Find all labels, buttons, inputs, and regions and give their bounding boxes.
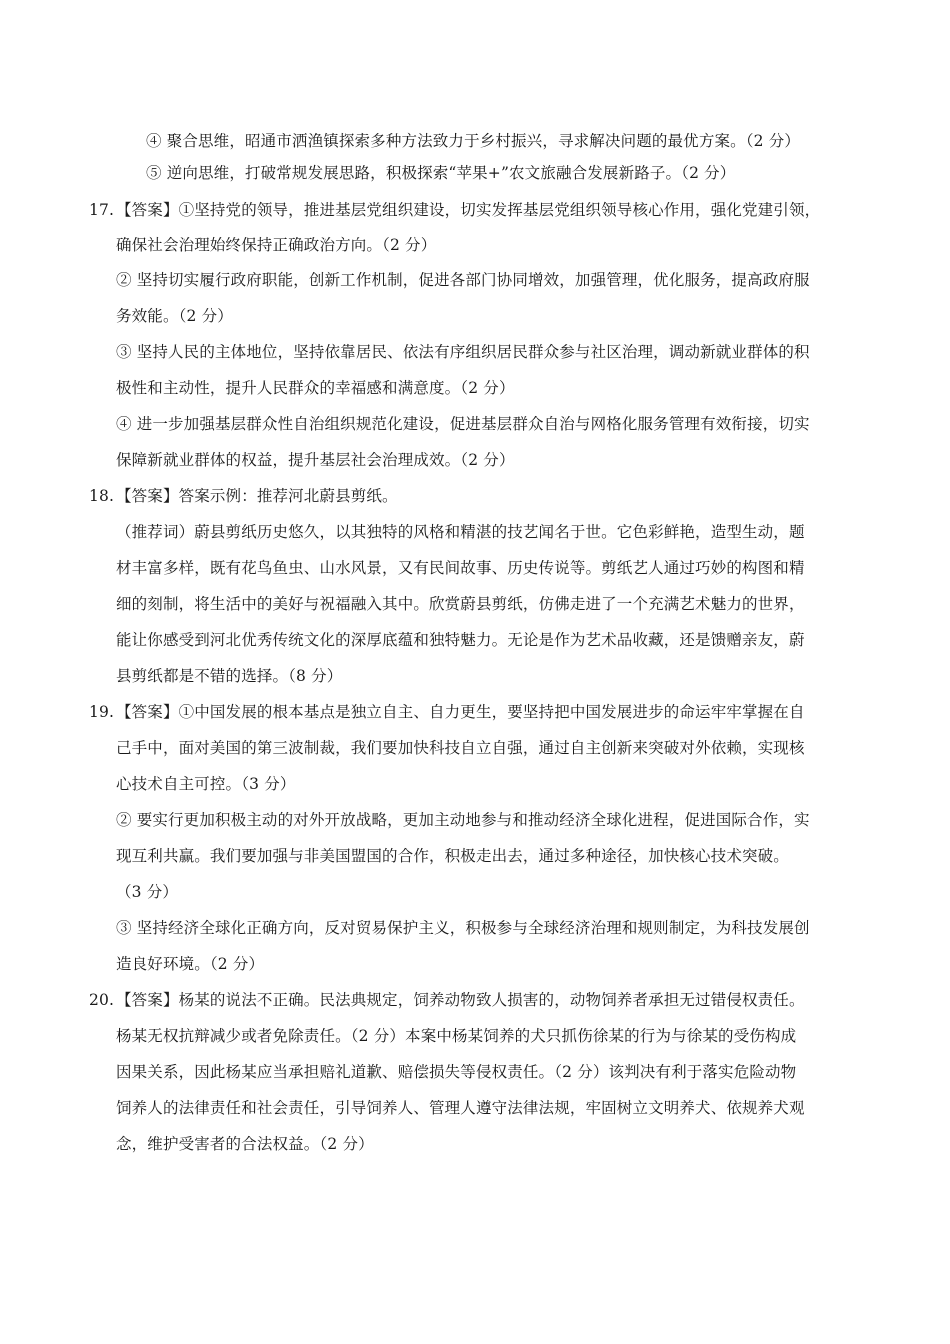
q20-number: 20. bbox=[89, 991, 115, 1009]
q19-line-1: 【答案】①中国发展的根本基点是独立自主、自力更生，要坚持把中国发展进步的命运牢牢掌握在自 bbox=[116, 703, 805, 721]
q18-line-5: 能让你感受到河北优秀传统文化的深厚底蕴和独特魅力。无论是作为艺术品收藏，还是馈赠亲友，蔚 bbox=[116, 631, 805, 649]
q17-number: 17. bbox=[89, 201, 115, 219]
q16-item-4: ④ 聚合思维，昭通市洒渔镇探索多种方法致力于乡村振兴，寻求解决问题的最优方案。（2 分） bbox=[146, 132, 801, 150]
q18-line-6: 县剪纸都是不错的选择。（8 分） bbox=[116, 667, 343, 685]
q19-line-7: ③ 坚持经济全球化正确方向，反对贸易保护主义，积极参与全球经济治理和规则制定，为科技发展创 bbox=[116, 919, 810, 937]
q18-line-3: 材丰富多样，既有花鸟鱼虫、山水风景，又有民间故事、历史传说等。剪纸艺人通过巧妙的构图和精 bbox=[116, 559, 805, 577]
q19-line-4: ② 要实行更加积极主动的对外开放战略，更加主动地参与和推动经济全球化进程，促进国际合作，实 bbox=[116, 811, 810, 829]
q18-line-1: 【答案】答案示例：推荐河北蔚县剪纸。 bbox=[116, 487, 398, 505]
q19-line-8: 造良好环境。（2 分） bbox=[116, 955, 265, 973]
q20-line-2: 杨某无权抗辩减少或者免除责任。（2 分）本案中杨某饲养的犬只抓伤徐某的行为与徐某的受伤构成 bbox=[116, 1027, 797, 1045]
q17-line-3: ② 坚持切实履行政府职能，创新工作机制，促进各部门协同增效，加强管理，优化服务，提高政府服 bbox=[116, 271, 810, 289]
q20-line-3: 因果关系，因此杨某应当承担赔礼道歉、赔偿损失等侵权责任。（2 分）该判决有利于落实危险动物 bbox=[116, 1063, 797, 1081]
q17-line-8: 保障新就业群体的权益，提升基层社会治理成效。（2 分） bbox=[116, 451, 515, 469]
q18-line-4: 细的刻制，将生活中的美好与祝福融入其中。欣赏蔚县剪纸，仿佛走进了一个充满艺术魅力的世界， bbox=[116, 595, 805, 613]
q19-line-2: 己手中，面对美国的第三波制裁，我们要加快科技自立自强，通过自主创新来突破对外依赖，实现核 bbox=[116, 739, 805, 757]
q17-line-4: 务效能。（2 分） bbox=[116, 307, 233, 325]
q20-line-4: 饲养人的法律责任和社会责任，引导饲养人、管理人遵守法律法规，牢固树立文明养犬、依规养犬观 bbox=[116, 1099, 805, 1117]
q19-line-5: 现互利共赢。我们要加强与非美国盟国的合作，积极走出去，通过多种途径，加快核心技术突破。 bbox=[116, 847, 789, 865]
q18-number: 18. bbox=[89, 487, 115, 505]
q16-item-5: ⑤ 逆向思维，打破常规发展思路，积极探索“苹果+”农文旅融合发展新路子。（2 分） bbox=[146, 164, 736, 182]
q17-line-7: ④ 进一步加强基层群众性自治组织规范化建设，促进基层群众自治与网格化服务管理有效衔接，切实 bbox=[116, 415, 810, 433]
q20-line-1: 【答案】杨某的说法不正确。民法典规定，饲养动物致人损害的，动物饲养者承担无过错侵权责任。 bbox=[116, 991, 805, 1009]
q17-line-5: ③ 坚持人民的主体地位，坚持依靠居民、依法有序组织居民群众参与社区治理，调动新就业群体的积 bbox=[116, 343, 810, 361]
q18-line-2: （推荐词）蔚县剪纸历史悠久，以其独特的风格和精湛的技艺闻名于世。它色彩鲜艳，造型生动，题 bbox=[116, 523, 805, 541]
q20-line-5: 念，维护受害者的合法权益。（2 分） bbox=[116, 1135, 374, 1153]
q17-line-1: 【答案】①坚持党的领导，推进基层党组织建设，切实发挥基层党组织领导核心作用，强化党建引领， bbox=[116, 201, 821, 219]
q19-number: 19. bbox=[89, 703, 115, 721]
q17-line-2: 确保社会治理始终保持正确政治方向。（2 分） bbox=[116, 236, 437, 254]
q19-line-6: （3 分） bbox=[116, 883, 179, 901]
q17-line-6: 极性和主动性，提升人民群众的幸福感和满意度。（2 分） bbox=[116, 379, 515, 397]
q19-line-3: 心技术自主可控。（3 分） bbox=[116, 775, 296, 793]
